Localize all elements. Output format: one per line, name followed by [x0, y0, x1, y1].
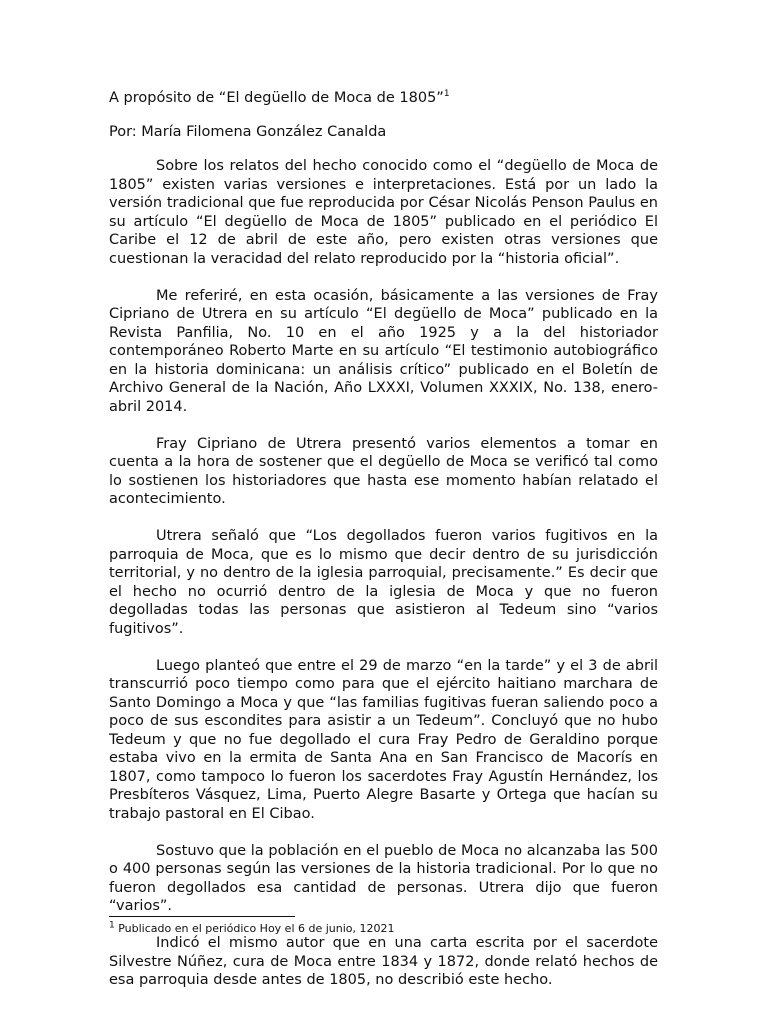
paragraph-2: Me referiré, en esta ocasión, básicamente a las versiones de Fray Cipriano de Utrera en su artículo “El degüello de Moca” publicado en la Revista Panfilia, No. 10 en el año 1925 y a la del historiador contemporáneo Roberto Marte en su artículo “El testimonio autobiográfico en la historia dominicana: un análisis crítico” publicado en el Boletín de Archivo General de la Nación, Año LXXXI, Volumen XXXIX, No. 138, enero-abril 2014.: [109, 287, 658, 415]
title-text: A propósito de “El degüello de Moca de 1805”: [109, 90, 444, 106]
document-body: [109, 157, 658, 1008]
footnote: [109, 922, 395, 936]
paragraph-3: Fray Cipriano de Utrera presentó varios elementos a tomar en cuenta a la hora de sostener que el degüello de Moca se verificó tal como lo sostienen los historiadores que hasta ese momento habían relatado el acontecimiento.: [109, 435, 658, 507]
paragraph-7: Indicó el mismo autor que en una carta escrita por el sacerdote Silvestre Núñez, cura de Moca entre 1834 y 1872, donde relató hechos de esa parroquia desde antes de 1805, no describió este hecho.: [109, 935, 658, 988]
document-title: [109, 89, 450, 108]
footnote-text: Publicado en el periódico Hoy el 6 de junio, 12021: [118, 922, 395, 935]
footnote-divider: [109, 916, 295, 917]
author-line: Por: María Filomena González Canalda: [109, 124, 387, 140]
paragraph-1: Sobre los relatos del hecho conocido como el “degüello de Moca de 1805” existen varias versiones e interpretaciones. Está por un lado la versión tradicional que fue reproducida por César Nicolás Penson Paulus en su artículo “El degüello de Moca de 1805” publicado en el periódico El Caribe el 12 de abril de este año, pero existen otras versiones que cuestionan la veracidad del relato reproducido por la “historia oficial”.: [109, 158, 658, 267]
footnote-marker: 1: [109, 920, 115, 931]
paragraph-5: Luego planteó que entre el 29 de marzo “en la tarde” y el 3 de abril transcurrió poco tiempo como para que el ejército haitiano marchara de Santo Domingo a Moca y que “las familias fugitivas fueran saliendo poco a poco de sus escondites para asistir a un Tedeum”. Concluyó que no hubo Tedeum y que no fue degollado el cura Fray Pedro de Geraldino porque estaba vivo en la ermita de Santa Ana en San Francisco de Macorís en 1807, como tampoco lo fueron los sacerdotes Fray Agustín Hernández, los Presbíteros Vásquez, Lima, Puerto Alegre Basarte y Ortega que hacían su trabajo pastoral en El Cibao.: [109, 657, 658, 822]
footnote-reference: 1: [443, 89, 450, 100]
paragraph-4: Utrera señaló que “Los degollados fueron varios fugitivos en la parroquia de Moca, que es lo mismo que decir dentro de su jurisdicción territorial, y no dentro de la iglesia parroquial, precisamente.” Es decir que el hecho no ocurrió dentro de la iglesia de Moca y que no fueron degolladas todas las personas que asistieron al Tedeum sino “varios fugitivos”.: [109, 528, 658, 637]
paragraph-6: Sostuvo que la población en el pueblo de Moca no alcanzaba las 500 o 400 personas según las versiones de la historia tradicional. Por lo que no fueron degollados esa cantidad de personas. Utrera dijo que fueron “varios”.: [109, 842, 658, 914]
